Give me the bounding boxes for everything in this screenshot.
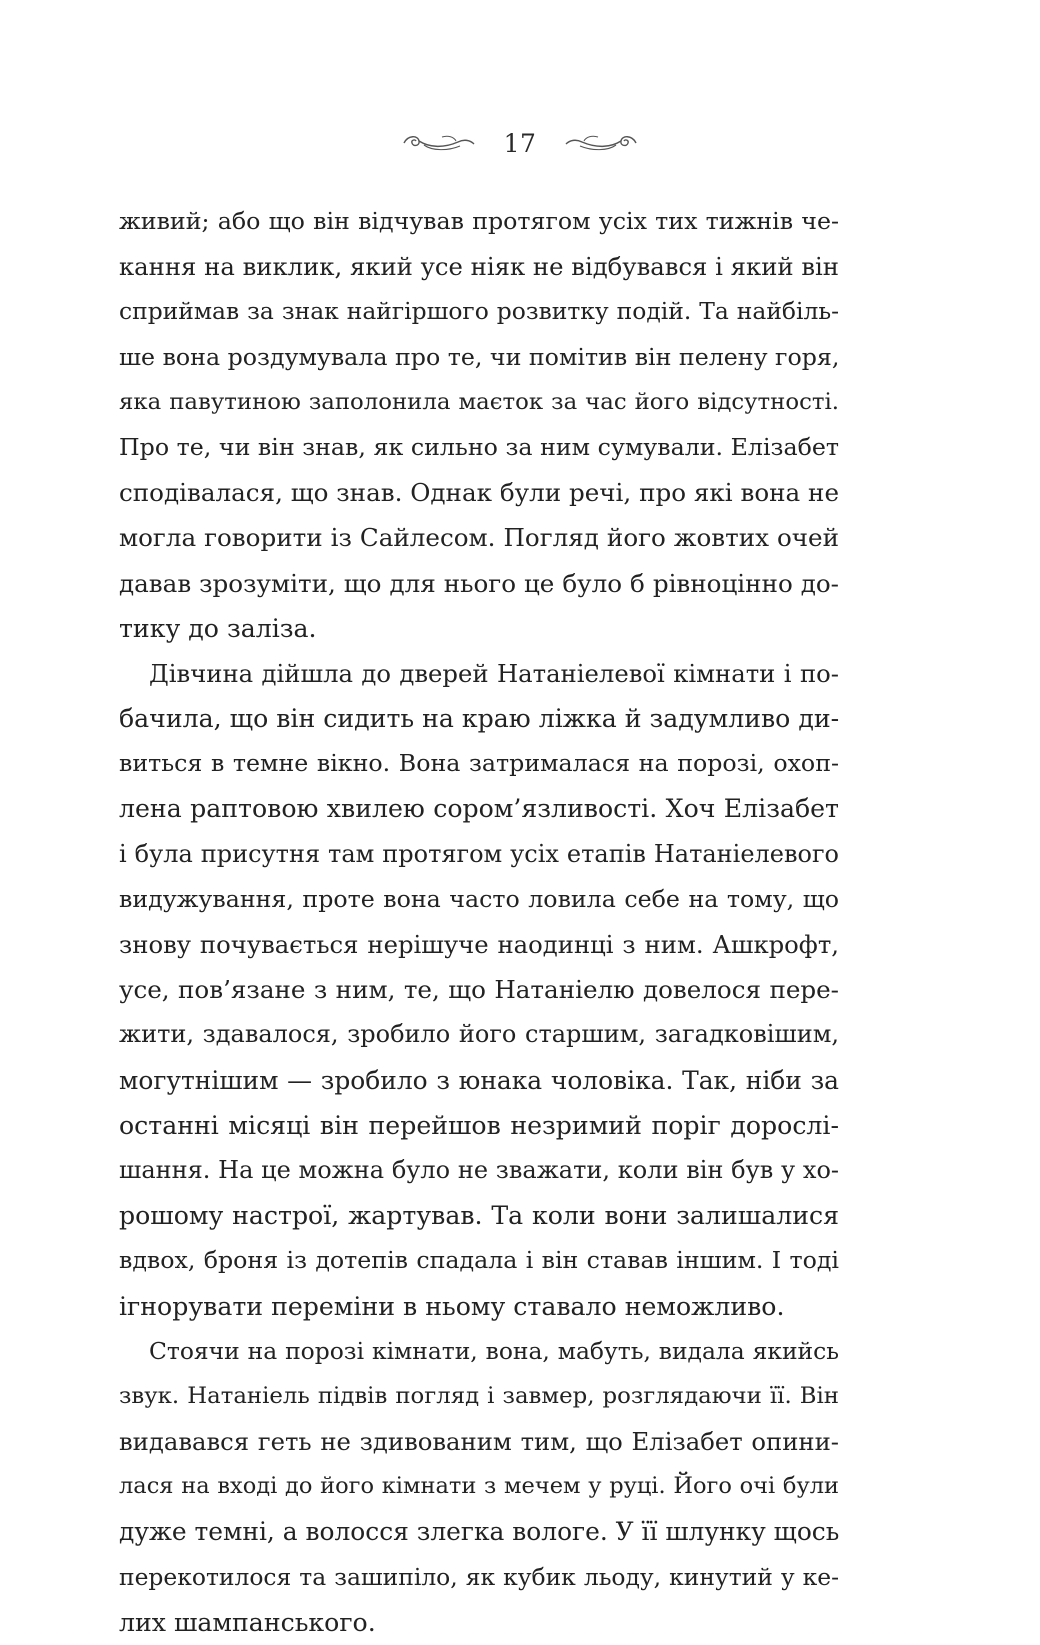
text-line: останні місяці він перейшов незримий поріг дорослі- — [119, 1110, 839, 1140]
text-line: тику до заліза. — [119, 613, 317, 643]
text-line: давав зрозуміти, що для нього це було б рівноцінно до- — [119, 568, 839, 598]
text-line: усе, пов’язане з ним, те, що Натаніелю довелося пере- — [119, 975, 839, 1005]
text-line: виться в темне вікно. Вона затрималася на порозі, охоп- — [119, 749, 839, 778]
text-line: видавався геть не здивованим тим, що Елізабет опини- — [119, 1427, 839, 1457]
paragraph — [119, 1329, 839, 1645]
text-line: Дівчина дійшла до дверей Натаніелевої кімнати і по- — [149, 658, 839, 688]
text-line: Стоячи на порозі кімнати, вона, мабуть, видала якийсь — [149, 1336, 839, 1365]
paragraph — [119, 199, 839, 651]
text-line: сподівалася, що знав. Однак були речі, про які вона не — [119, 478, 839, 508]
page-number: 17 — [503, 128, 537, 158]
text-line: Про те, чи він знав, як сильно за ним сумували. Елізабет — [119, 432, 839, 461]
text-line: шання. На це можна було не зважати, коли він був у хо- — [119, 1155, 839, 1184]
text-line: кання на виклик, який усе ніяк не відбувався і який він — [119, 252, 839, 282]
text-line: сприймав за знак найгіршого розвитку подій. Та найбіль- — [119, 297, 839, 326]
text-line: бачила, що він сидить на краю ліжка й задумливо ди- — [119, 704, 839, 734]
text-line: перекотилося та зашипіло, як кубик льоду, кинутий у ке- — [119, 1562, 839, 1591]
text-line: лена раптовою хвилею сором’язливості. Хоч Елізабет — [119, 794, 839, 824]
text-line: жити, здавалося, зробило його старшим, загадковішим, — [119, 1020, 839, 1049]
text-line: знову почувається нерішуче наодинці з ним. Ашкрофт, — [119, 930, 839, 959]
text-line: звук. Натаніель підвів погляд і завмер, розглядаючи її. Він — [119, 1382, 839, 1409]
right-flourish-icon — [564, 132, 638, 154]
text-line: ігнорувати переміни в ньому ставало неможливо. — [119, 1291, 785, 1321]
text-line: вдвох, броня із дотепів спадала і він ставав іншим. І тоді — [119, 1246, 839, 1275]
text-line: ше вона роздумувала про те, чи помітив він пелену горя, — [119, 342, 839, 371]
text-line: живий; або що він відчував протягом усіх тих тижнів че- — [119, 207, 839, 235]
text-line: могла говорити із Сайлесом. Погляд його жовтих очей — [119, 523, 839, 553]
page-header — [0, 118, 1040, 168]
paragraph — [119, 651, 839, 1329]
text-line: яка павутиною заполонила маєток за час його відсутності. — [119, 388, 839, 415]
text-line: і була присутня там протягом усіх етапів Натаніелевого — [119, 839, 839, 868]
text-line: дуже темні, а волосся злегка вологе. У її шлунку щось — [119, 1517, 839, 1547]
text-line: могутнішим — зробило з юнака чоловіка. Так, ніби за — [119, 1065, 839, 1095]
body-text — [119, 199, 839, 1645]
text-line: видужування, проте вона часто ловила себе на тому, що — [119, 884, 839, 913]
text-line: лих шампанського. — [119, 1607, 376, 1637]
text-line: лася на вході до його кімнати з мечем у руці. Його очі були — [119, 1473, 839, 1500]
text-line: рошому настрої, жартував. Та коли вони залишалися — [119, 1201, 839, 1231]
left-flourish-icon — [402, 132, 476, 154]
